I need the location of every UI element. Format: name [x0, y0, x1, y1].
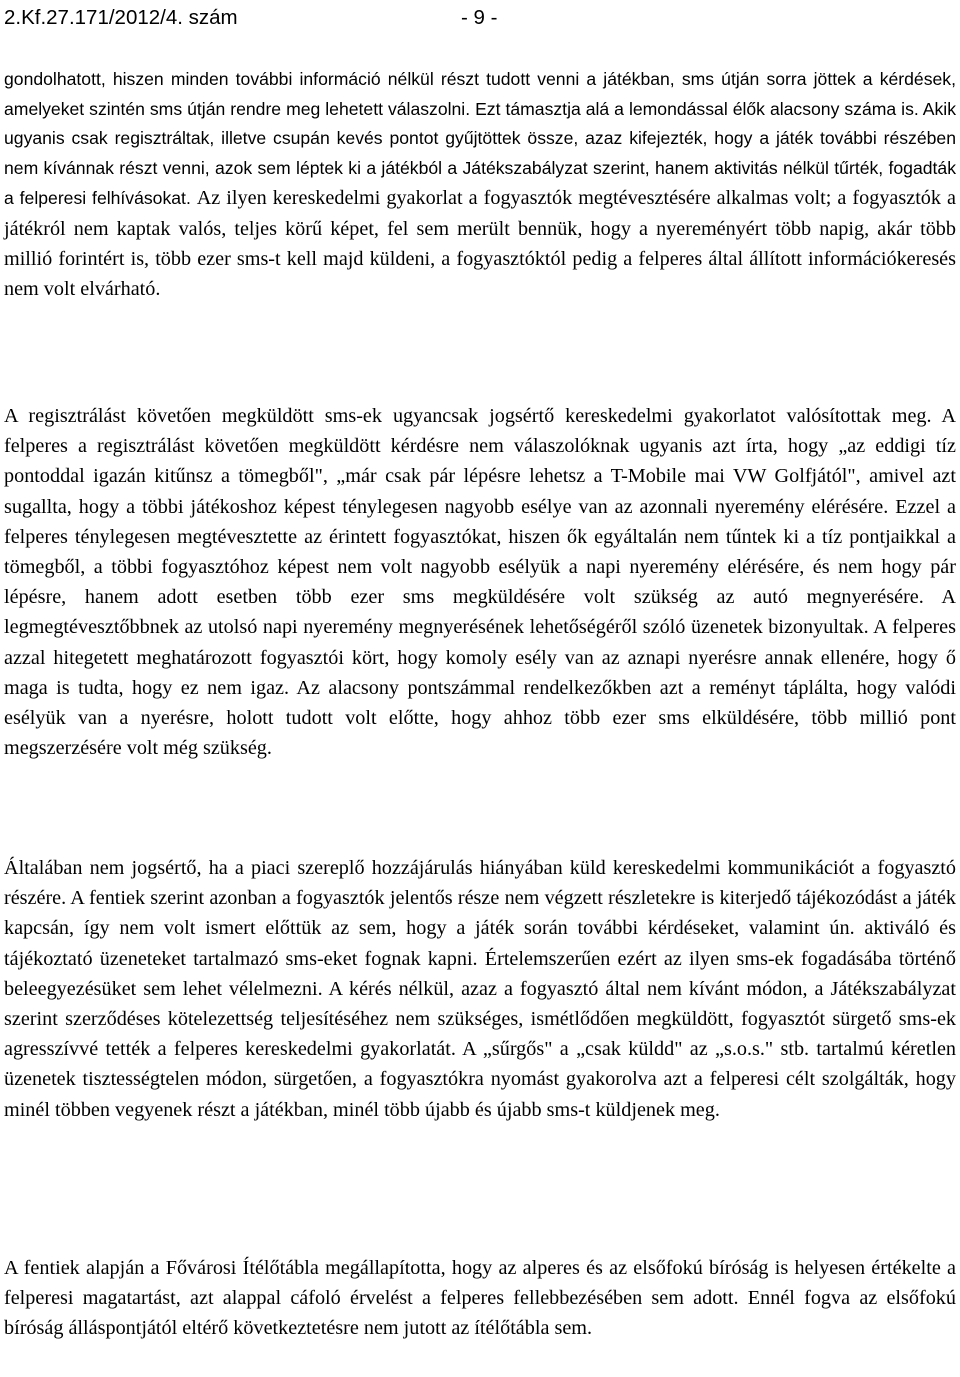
- paragraph-2-text: A regisztrálást követően megküldött sms-ek ugyancsak jogsértő kereskedelmi gyakorlatot valósítottak meg. A felperes a regisztrálást követően megküldött kérdésre nem válaszolóknak ugyanis azt írta, hogy „az eddigi tíz pontoddal igazán kitűnsz a tömegből", „már csak pár lépésre lehetsz a T-Mobile mai VW Golfjától", amivel azt sugallta, hogy a többi játékoshoz képest ténylegesen nagyobb esélye van az azonnali nyeremény elérésére. Ezzel a felperes ténylegesen megtévesztette az érintett fogyasztókat, hiszen ők egyáltalán nem tűntek ki a tíz pontjaikkal a tömegből, a többi fogyasztóhoz képest nem volt nagyobb esélyük a napi nyeremény elérésére, és nem hogy pár lépésre, hanem adott esetben több ezer sms megküldésére volt szükség az autó megnyerésére. A legmegtévesztőbbnek az utolsó napi nyeremény megnyerésének lehetőségéről szóló üzenetek bizonyultak. A felperes azzal hitegetett meghatározott fogyasztói kört, hogy komoly esély van az aznapi nyerésre annak ellenére, hogy ő maga is tudta, hogy ez nem igaz. Az alacsony pontszámmal rendelkezőkben azt a reményt táplálta, hogy valódi esélyük van a nyerésre, holott tudott volt előtte, hogy ahhoz több ezer sms elküldésére, több millió pont megszerzésére volt még szükség.: [4, 405, 956, 760]
- document-reference: 2.Kf.27.171/2012/4. szám: [4, 6, 238, 29]
- page-header: [4, 4, 956, 32]
- paragraph-1-serif-run: Az ilyen kereskedelmi gyakorlat a fogyasztók megtévesztésére alkalmas volt; a fogyasztók a játékról nem kaptak valós, teljes körű képet, fel sem merült bennük, hogy a nyereményért több napig, akár több millió forintért is, több ezer sms-t kell majd küldeni, a fogyasztóktól pedig a felperes által állított információkeresés nem volt elvárható.: [4, 187, 956, 300]
- paragraph-4-text: A fentiek alapján a Fővárosi Ítélőtábla megállapította, hogy az alperes és az elsőfokú bíróság is helyesen értékelte a felperesi magatartást, azt alappal cáfoló érvelést a felperes fellebbezésében sem adott. Ennél fogva az elsőfokú bíróság álláspontjától eltérő következtetésre nem jutott az ítélőtábla sem.: [4, 1257, 956, 1340]
- page-number: - 9 -: [461, 6, 498, 29]
- paragraph-3-text: Általában nem jogsértő, ha a piaci szereplő hozzájárulás hiányában küld kereskedelmi kommunikációt a fogyasztó részére. A fentiek szerint azonban a fogyasztók jelentős része nem végzett részletekre is kiterjedő tájékozódást a játék kapcsán, így nem volt ismert előttük az sem, hogy a játék során további kérdéseket, valamint ún. aktiváló és tájékoztató üzeneteket tartalmazó sms-eket fognak kapni. Értelemszerűen ezért az ilyen sms-ek fogadásába történő beleegyezésüket sem lehet vélelmezni. A kérés nélkül, azaz a fogyasztó által nem kívánt módon, a Játékszabályzat szerint szerződéses kötelezettség teljesítéséhez nem szükséges, ismétlődően megküldött, fogyasztót sürgető sms-ek agresszívvé tették a felperes kereskedelmi gyakorlatát. A „sűrgős" a „csak küldd" az „s.o.s." stb. tartalmú kéretlen üzenetek tisztességtelen módon, sürgetően, a fogyasztókra nyomást gyakorolva azt a felperesi célt szolgálták, hogy minél többen vegyenek részt a játékban, minél több újabb és újabb sms-t küldjenek meg.: [4, 857, 956, 1121]
- paragraph-4: [4, 1253, 956, 1344]
- paragraph-1-sans-run: gondolhatott, hiszen minden további információ nélkül részt tudott venni a játékban, sms útján sorra jöttek a kérdések, amelyeket szintén sms útján rendre meg lehetett válaszolni. Ezt támasztja alá a lemondással élők alacsony száma is. Akik ugyanis csak regisztráltak, illetve csupán kevés pontot gyűjtöttek össze, azaz kifejezték, hogy a játék további részében nem kívánnak részt venni, azok sem léptek ki a játékból a Játékszabályzat szerint, hanem aktivitás nélkül tűrték, fogadták a felperesi felhívásokat.: [4, 69, 956, 208]
- paragraph-1: [4, 65, 956, 304]
- paragraph-3: [4, 853, 956, 1125]
- paragraph-2: [4, 401, 956, 763]
